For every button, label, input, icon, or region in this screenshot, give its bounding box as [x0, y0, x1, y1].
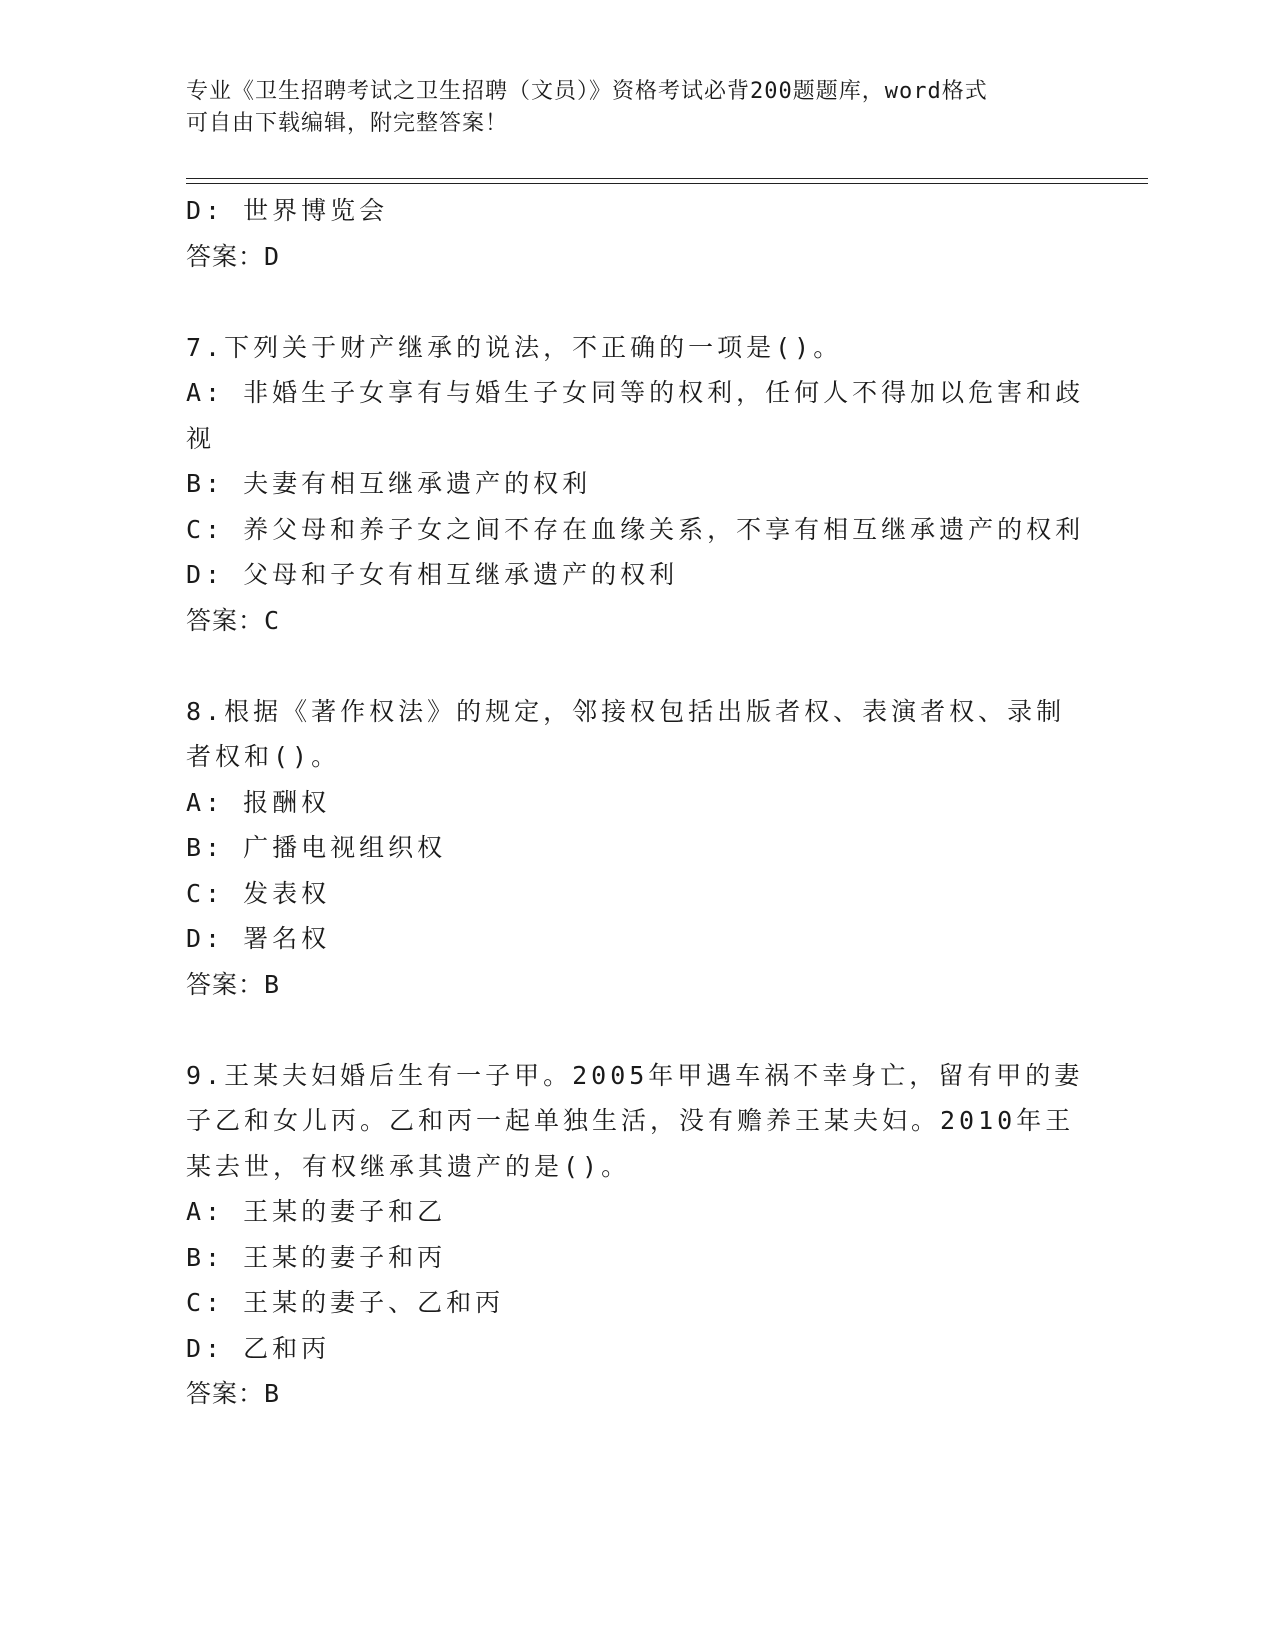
spacer — [186, 643, 1086, 689]
answer: 答案：D — [186, 241, 281, 271]
option-d: D: 父母和子女有相互继承遗产的权利 — [186, 560, 679, 589]
question-8 — [186, 689, 1086, 1008]
answer: 答案：B — [186, 969, 281, 999]
question-stem: 8.根据《著作权法》的规定，邻接权包括出版者权、表演者权、录制者权和()。 — [186, 696, 1066, 771]
option-c: C: 养父母和养子女之间不存在血缘关系，不享有相互继承遗产的权利 — [186, 514, 1085, 544]
option-d: D: 世界博览会 — [186, 196, 389, 225]
document-header — [186, 76, 1086, 140]
previous-question-tail — [186, 188, 1086, 279]
option-a: A: 非婚生子女享有与婚生子女同等的权利，任何人不得加以危害和歧视 — [186, 378, 1085, 453]
option-b: B: 夫妻有相互继承遗产的权利 — [186, 469, 592, 498]
answer: 答案：C — [186, 605, 281, 635]
option-a: A: 王某的妻子和乙 — [186, 1197, 447, 1226]
header-line-1: 专业《卫生招聘考试之卫生招聘（文员）》资格考试必背200题题库，word格式 — [186, 79, 988, 104]
question-stem: 7.下列关于财产继承的说法，不正确的一项是()。 — [186, 332, 843, 362]
question-list — [186, 188, 1086, 1417]
option-d: D: 乙和丙 — [186, 1333, 331, 1363]
option-b: B: 王某的妻子和丙 — [186, 1242, 447, 1272]
option-b: B: 广播电视组织权 — [186, 833, 447, 862]
question-stem: 9.王某夫妇婚后生有一子甲。2005年甲遇车祸不幸身亡，留有甲的妻子乙和女儿丙。乙和丙一起单独生活，没有赡养王某夫妇。2010年王某去世，有权继承其遗产的是()。 — [186, 1060, 1084, 1181]
header-rule-bottom — [186, 183, 1148, 184]
option-d: D: 署名权 — [186, 924, 331, 953]
question-7 — [186, 325, 1086, 644]
option-c: C: 王某的妻子、乙和丙 — [186, 1288, 505, 1317]
header-rule-top — [186, 178, 1148, 179]
spacer — [186, 1007, 1086, 1053]
header-line-2: 可自由下载编辑，附完整答案！ — [186, 111, 509, 136]
answer: 答案：B — [186, 1379, 281, 1408]
question-9 — [186, 1053, 1086, 1417]
spacer — [186, 279, 1086, 325]
option-a: A: 报酬权 — [186, 787, 331, 817]
option-c: C: 发表权 — [186, 878, 331, 908]
